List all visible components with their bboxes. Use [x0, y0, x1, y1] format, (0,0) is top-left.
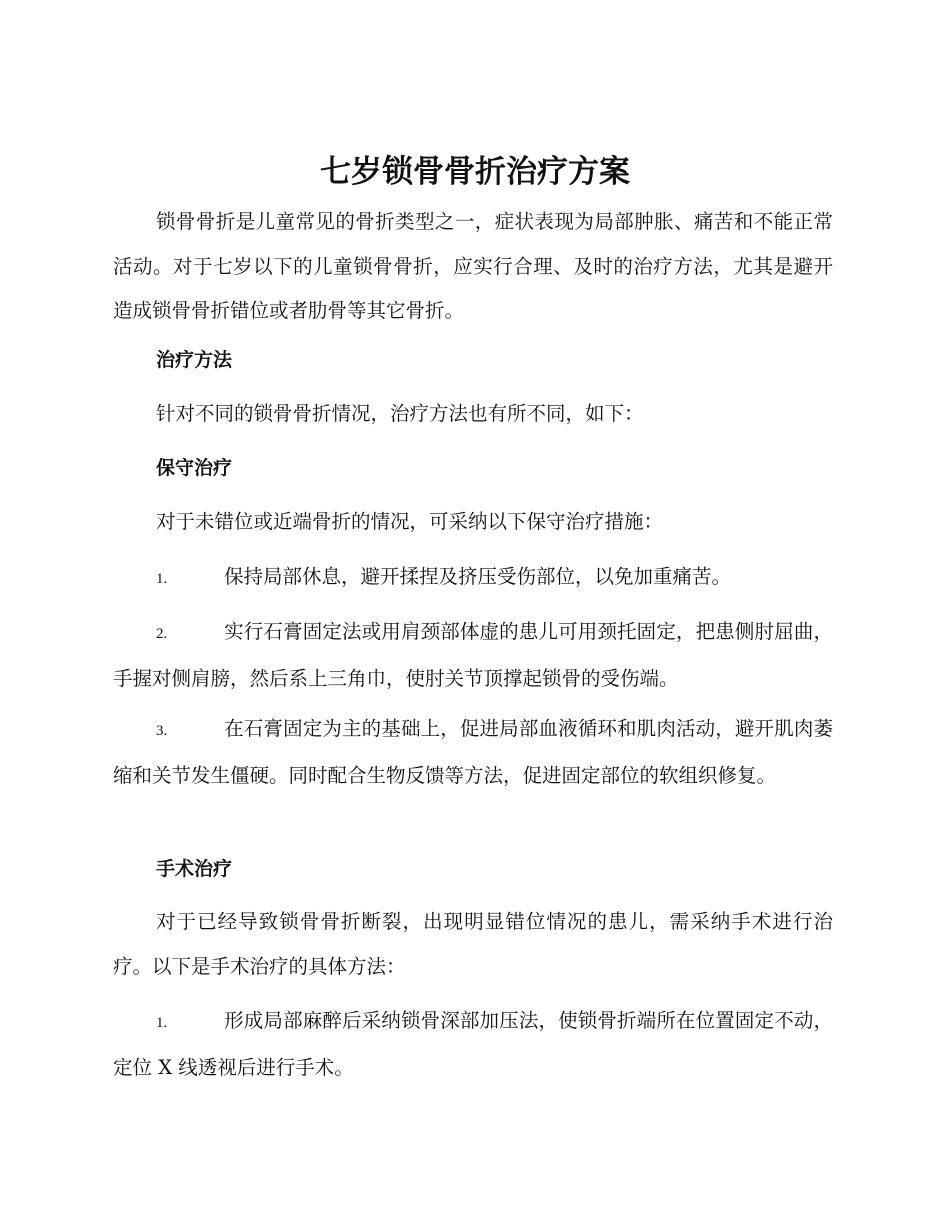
methods-paragraph: 针对不同的锁骨骨折情况，治疗方法也有所不同，如下： — [156, 402, 644, 425]
list-item-text: 在石膏固定为主的基础上，促进局部血液循环和肌肉活动，避开肌肉萎缩和关节发生僵硬。同时配合生物反馈等方法，促进固定部位的软组织修复。 — [113, 717, 833, 787]
conservative-list-item — [113, 707, 833, 798]
list-number: 1. — [156, 1015, 168, 1031]
conservative-paragraph: 对于未错位或近端骨折的情况，可采纳以下保守治疗措施： — [156, 510, 664, 533]
list-number: 2. — [156, 626, 168, 642]
list-item-text: 实行石膏固定法或用肩颈部体虚的患儿可用颈托固定，把患侧肘屈曲，手握对侧肩膀，然后系上三角巾，使肘关节顶撑起锁骨的受伤端。 — [113, 620, 833, 690]
surgery-paragraph: 对于已经导致锁骨骨折断裂，出现明显错位情况的患儿，需采纳手术进行治疗。以下是手术治疗的具体方法： — [113, 910, 833, 978]
conservative-list-item — [113, 555, 833, 602]
section-heading-methods: 治疗方法 — [156, 349, 233, 371]
section-heading-surgery: 手术治疗 — [156, 858, 233, 880]
list-item-text: 形成局部麻醉后采纳锁骨深部加压法，使锁骨折端所在位置固定不动，定位 X 线透视后进行手术。 — [113, 1009, 833, 1079]
section-heading-conservative: 保守治疗 — [156, 457, 233, 479]
list-number: 3. — [156, 723, 168, 739]
list-number: 1. — [156, 571, 168, 587]
document-title: 七岁锁骨骨折治疗方案 — [320, 154, 630, 190]
surgery-list-item — [113, 999, 833, 1090]
list-item-text: 保持局部休息，避开揉捏及挤压受伤部位，以免加重痛苦。 — [224, 565, 732, 588]
intro-paragraph: 锁骨骨折是儿童常见的骨折类型之一，症状表现为局部肿胀、痛苦和不能正常活动。对于七岁以下的儿童锁骨骨折，应实行合理、及时的治疗方法，尤其是避开造成锁骨骨折错位或者肋骨等其它骨折。 — [113, 210, 833, 322]
conservative-list-item — [113, 610, 833, 701]
